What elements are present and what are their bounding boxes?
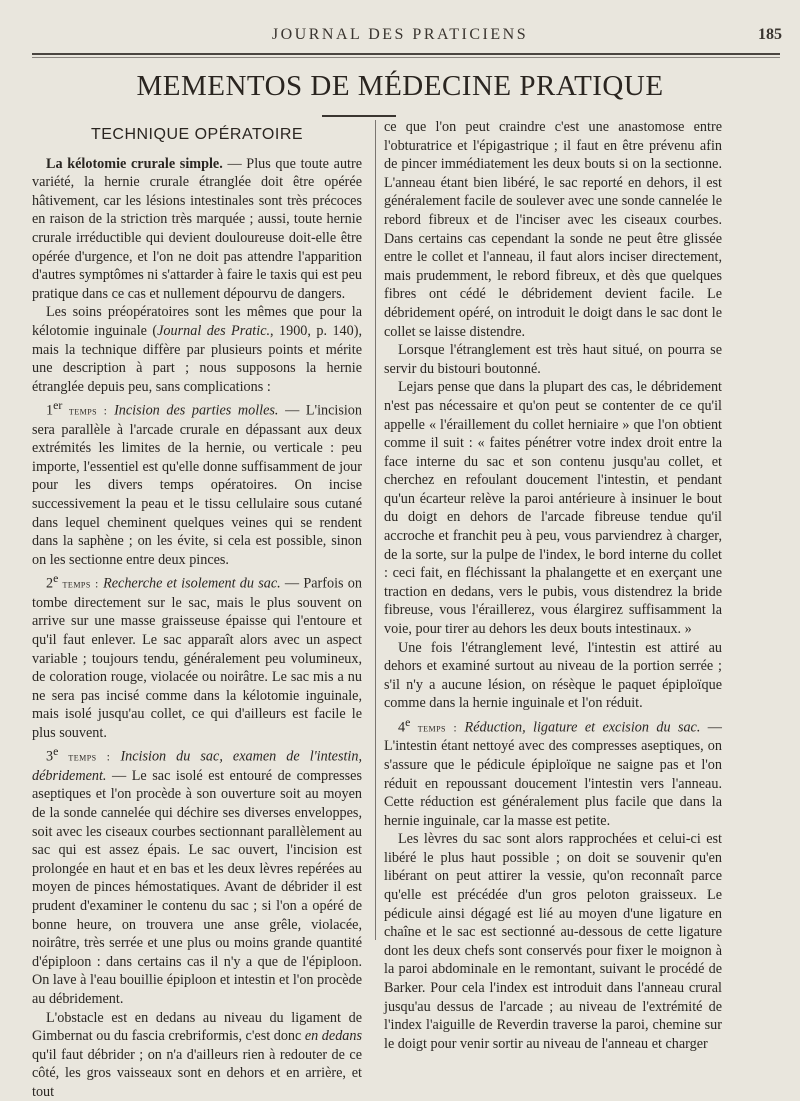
paragraph-text: qu'il faut débrider ; on n'a d'ailleurs rien à redouter de ce côté, les gros vaisseaux sont en dehors et en arrière, et tout — [32, 1046, 362, 1100]
emphasis-text: en dedans — [304, 1028, 362, 1045]
step-4 — [384, 713, 722, 830]
step-number: 3 — [46, 749, 54, 766]
paragraph-text: Les soins préopératoires sont les mêmes que pour la kélotomie inguinale ( — [32, 304, 362, 339]
paragraph-bistouri: Lorsque l'étranglement est très haut situé, on pourra se servir du bistouri boutonné. — [384, 342, 722, 377]
running-head — [0, 26, 800, 46]
step-label: temps : — [58, 750, 121, 765]
section-title: TECHNIQUE OPÉRATOIRE — [90, 126, 304, 143]
paragraph-text: — Plus que toute autre variété, la hernie crurale étranglée doit être opérée hâtivement, car les lésions intestinales sont très précoces en raison de la striction très marquée ; aussi, toute hernie crurale irréductible qui devient douloureuse doit-elle être opérée d'urgence, et l'on ne doit pas attendre l'apparition d'autres symptômes ni s'attarder à faire le taxis qui est peu pratique dans ce cas et nullement dépourvu de dangers. — [32, 155, 362, 302]
left-column — [32, 126, 362, 1101]
paragraph-obstacle — [32, 1009, 362, 1101]
right-column — [384, 118, 722, 1053]
paragraph-text: L'obstacle est en dedans au niveau du ligament de Gimbernat ou du fascia crebriformis, c'est donc — [32, 1009, 362, 1045]
header-rule-thin — [32, 57, 780, 58]
step-1 — [32, 396, 362, 569]
step-label: temps : — [410, 720, 465, 735]
paragraph-lead: La kélotomie crurale simple. — [46, 155, 223, 172]
paragraph-kelotomie — [32, 155, 362, 304]
title-rule — [322, 115, 396, 117]
step-3 — [32, 742, 362, 1008]
step-text: — L'intestin étant nettoyé avec des compresses aseptiques, on s'assure que le pédicule épiploïque ne saigne pas et l'on réduit en repoussant doucement l'intestin vers l'anneau. Cette réduction est généralement plus facile que dans la hernie inguinale, car la masse est petite. — [384, 719, 722, 829]
step-text: — Parfois on tombe directement sur le sac, mais le plus souvent on arrive sur une masse graisseuse épaisse qui l'entoure et qu'il faut enlever. Le sac apparaît alors avec un aspect variable ; toujours tendu, généralement peu volumineux, de coloration rouge, violacée ou noirâtre. Le sac mis a nu ne sera pas incisé comme dans la kélotomie inguinale, mais isolé jusqu'au collet, ce qui d'ailleurs est facile le plus souvent. — [32, 576, 362, 741]
step-title: Recherche et isolement du sac. — [103, 576, 281, 593]
step-number: 1 — [46, 403, 54, 420]
paragraph-soins — [32, 303, 362, 396]
step-label: temps : — [62, 404, 115, 419]
step-2 — [32, 569, 362, 742]
step-ordinal: e — [53, 571, 59, 586]
header-rule — [32, 53, 780, 55]
main-title: MEMENTOS DE MÉDECINE PRATIQUE — [136, 70, 664, 102]
paragraph-etranglement: Une fois l'étranglement levé, l'intestin est attiré au dehors et examiné surtout au niveau de la portion serrée ; s'il n'y a aucune lésion, on résèque le paquet épiploïque comme dans la hernie inguinale et l'on réduit. — [384, 639, 722, 712]
step-text: — L'incision sera parallèle à l'arcade crurale en dépassant aux deux extrémités les limites de la hernie, ou verticale : peu importe, l'essentiel est qu'elle donne suffisamment de jour pour les divers temps opératoires. On incise successivement la peau et le tissu cellulaire sous cutané dans lequel cheminent quelques veines qui se rendent dans la saphène ; on les évite, si cela est possible, sinon on les sectionne entre deux pinces. — [32, 403, 362, 568]
step-text: — Le sac isolé est entouré de compresses aseptiques et l'on procède à son ouverture soit au moyen de la sonde cannelée qui déchire ses diverses enveloppes, soit avec les ciseaux courbes sectionnant parallèlement au sac qui est assez épais. Le sac ouvert, l'incision est prolongée en haut et en bas et les deux lèvres repérées au moyen de pinces hémostatiques. Avant de débrider il est prudent d'examiner le contenu du sac ; si l'on a opéré de bonne heure, on trouvera une anse grêle, violacée, noirâtre, très serrée et une plus ou moins grande quantité d'épiploon : dans certains cas il n'y a que de l'épiploon. On lave à l'eau bouillie épiploon et intestin et l'on procède au débridement. — [32, 767, 362, 1007]
journal-reference: Journal des Pratic. — [157, 322, 271, 339]
step-ordinal: e — [405, 715, 411, 729]
step-title: Incision du sac, examen de l'intestin, débridement. — [32, 749, 362, 784]
step-number: 4 — [398, 719, 406, 736]
step-ordinal: er — [53, 398, 63, 413]
paragraph-levres: Les lèvres du sac sont alors rapprochées et celui-ci est libéré le plus haut possible ; on doit se souvenir qu'en libérant on peut attirer la vessie, qu'on reconnaît parce qu'elle est précédée d'un gros peloton graisseux. Le pédicule ainsi dégagé est lié au moyen d'une ligature en chaîne et le sac est sectionné au-dessous de cette ligature dont les deux chefs sont conservés pour fixer le moignon à la paroi abdominale en le remontant, suivant le procédé de Barker. Pour cela l'index est introduit dans l'anneau crural jusqu'au dessus de l'arcade ; au niveau de l'extrémité de l'index l'aiguille de Reverdin traverse la paroi, chemine sur le doigt pour venir sortir au niveau de l'anneau et charger — [384, 831, 722, 1052]
step-ordinal: e — [53, 744, 59, 759]
step-title: Réduction, ligature et excision du sac. — [464, 719, 701, 736]
step-label: temps : — [58, 577, 104, 592]
column-divider — [375, 120, 376, 940]
paragraph-lejars: Lejars pense que dans la plupart des cas, le débridement n'est pas nécessaire et qu'on peut se contenter de ce qu'il appelle « l'éraillement du collet herniaire » que l'on obtient comme il suit : « faites pénétrer votre index droit entre la face interne du sac et son contenu jusqu'au collet, et cherchez en refoulant doucement l'intestin, et pendant qu'un écarteur relève la paroi antérieure à insinuer le bout du doigt en dehors de l'arcade fibreuse tendue qu'il accroche et franchit peu à peu, vous parviendrez à charger, de la sorte, sur la pulpe de l'index, le bord interne du collet : ceci fait, en fléchissant la phalangette et en exerçant une traction en dedans, vers le pubis, vous distendrez la bride fibreuse, vous l'éraillerez, vous élargirez suffisamment la voie, pour tirer au dehors les deux bouts intestinaux. » — [384, 379, 722, 638]
step-title: Incision des parties molles. — [114, 403, 279, 420]
step-number: 2 — [46, 576, 54, 593]
paragraph-text: , 1900, p. 140), mais la technique diffère par plusieurs points et mérite une description à part ; nous supposons la hernie étranglée depuis peu, sans complications : — [32, 322, 362, 395]
journal-name: JOURNAL DES PRATICIENS — [271, 26, 529, 43]
paragraph-continued: ce que l'on peut craindre c'est une anastomose entre l'obturatrice et l'épigastrique ; il faut en être prévenu afin de pincer immédiatement les deux bouts si on la sectionne. L'anneau étant bien libéré, le sac reporté en dehors, il est généralement facile de soulever avec une sonde cannelée le rebord fibreux et de l'inciser avec les ciseaux courbes. Dans certains cas cependant la sonde ne peut être glissée entre le collet et l'anneau, il faut alors inciser directement, mais prudemment, le rebord fibreux, et dès que quelques fibres ont cédé le débridement devient facile. Le débridement opéré, on introduit le doigt dans le sac dont le collet se laisse distendre. — [384, 119, 722, 340]
page-number: 185 — [758, 26, 782, 43]
